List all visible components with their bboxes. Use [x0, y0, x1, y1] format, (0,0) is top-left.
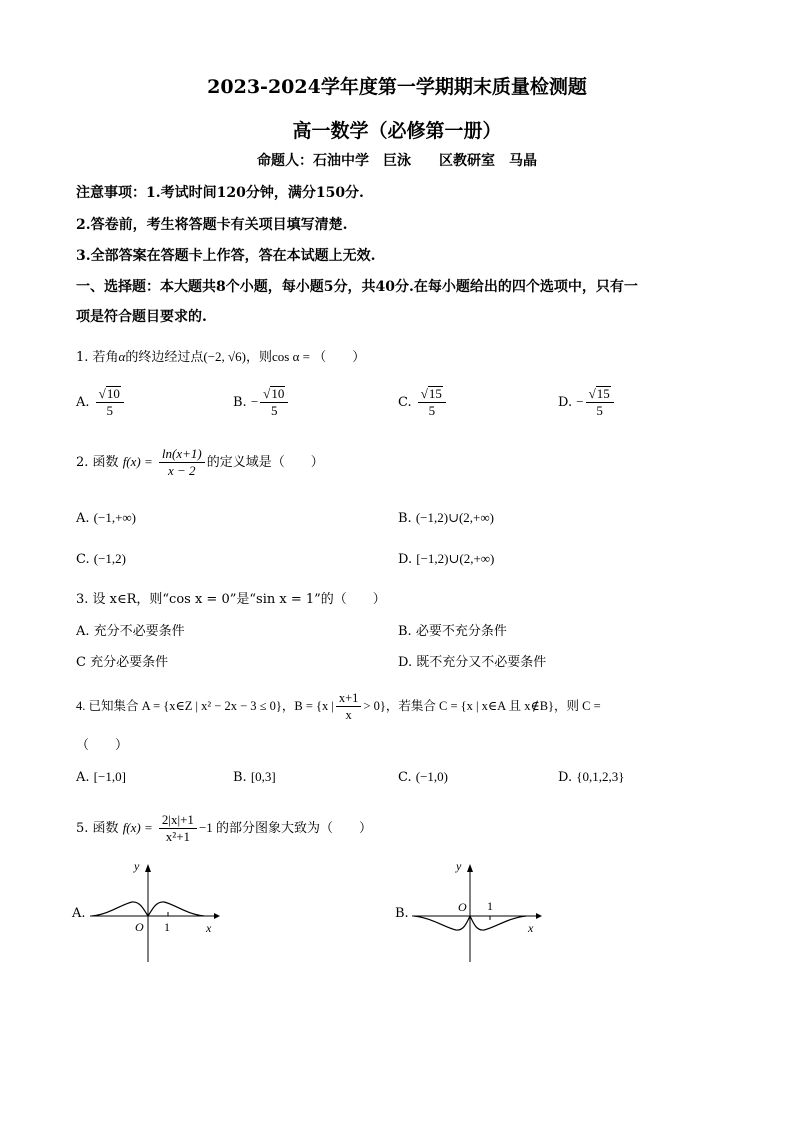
q3-option-d[interactable] — [398, 651, 546, 670]
q2-d-text: [−1,2)∪(2,+∞) — [416, 551, 495, 566]
q2-b-label: B. — [398, 511, 412, 526]
q1-post: ，则 — [246, 350, 273, 365]
q2-post: 的定义域是（ ） — [206, 455, 324, 470]
exam-subtitle: 高一数学（必修第一册） — [292, 120, 502, 142]
q1-option-a[interactable]: A. $\frac{√10}{5}$ — [76, 386, 126, 419]
q4-option-c[interactable] — [398, 769, 448, 785]
q3-d-label: D. — [398, 655, 413, 670]
q2-num: ln(x+1) — [159, 446, 205, 463]
q3-a-text: 充分不必要条件 — [93, 624, 185, 639]
question-4-stem — [76, 690, 601, 723]
q2-pre: 2. 函数 — [76, 455, 119, 470]
question-1-stem — [76, 346, 365, 365]
graph-a-origin: O — [135, 920, 144, 934]
q2-a-text: (−1,+∞) — [93, 510, 137, 525]
q3-b-text: 必要不充分条件 — [415, 624, 507, 639]
note-1: 注意事项：1.考试时间120分钟，满分150分. — [76, 185, 364, 201]
q5-graph-b[interactable] — [412, 858, 542, 964]
q1-c-den: 5 — [428, 403, 436, 418]
q1-a-den: 5 — [106, 403, 113, 418]
note-3: 3.全部答案在答题卡上作答，答在本试题上无效. — [76, 248, 376, 264]
q2-option-d[interactable] — [398, 551, 494, 567]
q1-a-label: A. — [76, 395, 90, 410]
q1-b-sign: − — [250, 394, 259, 409]
q3-option-c[interactable] — [76, 651, 168, 670]
q1-option-c[interactable]: C. $\frac{√15}{5}$ — [398, 386, 448, 419]
q3-c-label: C — [76, 655, 86, 670]
q5-num: 2|x|+1 — [159, 812, 197, 829]
q4-paren: （ ） — [76, 738, 129, 753]
q1-b-num: 10 — [271, 386, 285, 401]
q2-option-c[interactable] — [76, 551, 126, 567]
q1-d-den: 5 — [596, 403, 603, 418]
q1-b-label: B. — [233, 395, 247, 410]
q1-alpha: α — [118, 349, 126, 364]
graph-b-x-label: x — [528, 921, 534, 935]
note-2: 2.答卷前，考生将答题卡有关项目填写清楚. — [76, 217, 348, 233]
q4-option-a[interactable] — [76, 769, 126, 785]
graph-b-y-label: y — [456, 859, 462, 873]
q1-d-num: 15 — [596, 386, 610, 401]
q3-d-text: 既不充分又不必要条件 — [416, 655, 547, 670]
q3-b-label: B. — [398, 624, 412, 639]
question-3-stem: 3. 设 x∈R，则“cos x = 0”是“sin x = 1”的（ ） — [76, 592, 386, 607]
q5-post: −1 的部分图象大致为（ ） — [198, 820, 373, 835]
q4-option-d[interactable] — [558, 769, 624, 785]
q1-point: (−2, √6) — [203, 349, 247, 364]
graph-a-y-label: y — [134, 859, 140, 873]
q2-b-text: (−1,2)∪(2,+∞) — [415, 510, 494, 525]
exam-authors: 命题人：石油中学 巨泳 区教研室 马晶 — [257, 153, 537, 169]
q4-c-label: C. — [398, 770, 412, 785]
graph-b-tick-1: 1 — [487, 899, 493, 913]
q3-option-b[interactable] — [398, 620, 507, 639]
q5-pre: 5. 函数 — [76, 821, 119, 836]
graph-a-x-label: x — [206, 921, 212, 935]
q4-pre: 4. 已知集合 A = {x∈Z | x² − 2x − 3 ≤ 0}，B = {x | — [76, 699, 334, 713]
q2-den: x − 2 — [168, 463, 196, 478]
q2-c-text: (−1,2) — [93, 551, 127, 566]
q2-option-a[interactable] — [76, 510, 136, 526]
q5-option-a-label[interactable]: A. — [72, 906, 86, 921]
q5-fx: f(x) = — [122, 820, 153, 835]
graph-a-tick-1: 1 — [164, 920, 170, 934]
q1-c-num: 15 — [428, 386, 442, 401]
q2-option-b[interactable] — [398, 510, 494, 526]
q2-a-label: A. — [76, 511, 90, 526]
section-instruction-line1: 一、选择题：本大题共8个小题，每小题5分，共40分.在每小题给出的四个选项中，只有一 — [76, 279, 638, 295]
q4-den: x — [345, 708, 352, 722]
q1-mid: 的终边经过点 — [125, 350, 204, 365]
q4-a-label: A. — [76, 770, 90, 785]
question-5-stem — [76, 812, 372, 845]
q1-pre: 1. 若角 — [76, 350, 119, 365]
q4-d-text: {0,1,2,3} — [576, 769, 625, 784]
q4-post: > 0}，若集合 C = {x | x∈A 且 x∉B}，则 C = — [363, 699, 601, 713]
q1-expr: cos α = （ ） — [272, 349, 366, 364]
q3-c-text: 充分必要条件 — [90, 655, 169, 670]
section-instruction-line2: 项是符合题目要求的. — [76, 309, 207, 325]
q1-a-num: 10 — [106, 386, 120, 401]
q4-a-text: [−1,0] — [93, 769, 126, 784]
q1-b-den: 5 — [270, 403, 278, 418]
q5-den: x²+1 — [165, 829, 191, 844]
q1-c-label: C. — [398, 395, 412, 410]
q4-b-text: [0,3] — [250, 769, 276, 784]
q4-num: x+1 — [336, 690, 362, 707]
q1-option-d[interactable]: D. − $\frac{√15}{5}$ — [558, 386, 616, 419]
q3-option-a[interactable] — [76, 620, 185, 639]
exam-title: 2023-2024学年度第一学期期末质量检测题 — [207, 76, 587, 98]
q5-graph-a[interactable] — [90, 858, 220, 964]
q1-d-label: D. — [558, 395, 573, 410]
q2-fx: f(x) = — [122, 454, 153, 469]
q2-c-label: C. — [76, 552, 90, 567]
q4-b-label: B. — [233, 770, 247, 785]
q5-option-b-label[interactable]: B. — [395, 906, 409, 921]
q2-d-label: D. — [398, 552, 413, 567]
q4-option-b[interactable] — [233, 769, 276, 785]
q3-a-label: A. — [76, 624, 90, 639]
graph-b-origin: O — [458, 900, 467, 914]
q4-d-label: D. — [558, 770, 573, 785]
q4-c-text: (−1,0) — [415, 769, 449, 784]
q1-d-sign: − — [576, 394, 584, 409]
question-2-stem — [76, 446, 324, 479]
q1-option-b[interactable]: B. − $\frac{√10}{5}$ — [233, 386, 290, 419]
